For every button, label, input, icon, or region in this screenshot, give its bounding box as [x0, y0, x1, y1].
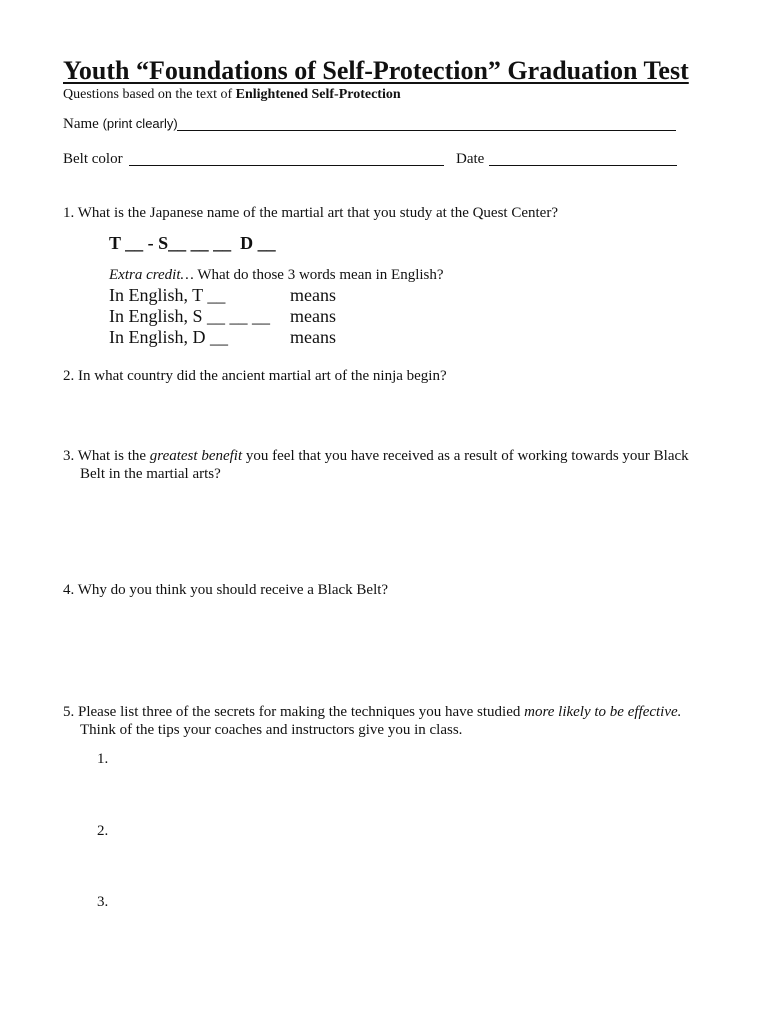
q3-pre: 3. What is the	[63, 448, 150, 464]
page-title: Youth “Foundations of Self-Protection” Graduation Test	[63, 56, 689, 85]
extra-credit-text: What do those 3 words mean in English?	[193, 267, 444, 283]
list-item-1[interactable]: 1.	[97, 751, 109, 767]
name-label: Name	[63, 116, 99, 132]
english-row-t-means: means	[290, 285, 336, 305]
question-4: 4. Why do you think you should receive a Black Belt?	[63, 582, 389, 598]
english-row-t[interactable]: In English, T __	[109, 285, 226, 305]
q3-post: you feel that you have received as a result of working towards your Black	[242, 448, 689, 464]
q5-pre: 5. Please list three of the secrets for making the techniques you have studied	[63, 704, 525, 720]
extra-credit-label: Extra credit…	[109, 267, 194, 283]
english-row-d-means: means	[290, 327, 336, 347]
q3-emphasis: greatest benefit	[149, 448, 243, 464]
answer-area-3[interactable]	[63, 490, 693, 575]
subtitle-prefix: Questions based on the text of	[63, 87, 236, 102]
question-2: 2. In what country did the ancient martial art of the ninja begin?	[63, 368, 447, 384]
name-hint: (print clearly)	[102, 116, 178, 131]
japanese-name-blanks[interactable]: T __ - S__ __ __ D __	[109, 233, 276, 253]
belt-color-input-line[interactable]	[129, 165, 444, 166]
date-label: Date	[456, 151, 485, 167]
list-item-3[interactable]: 3.	[97, 894, 109, 910]
page-subtitle	[63, 87, 401, 103]
book-title: Enlightened Self-Protection	[235, 87, 401, 102]
english-row-s-means: means	[290, 306, 336, 326]
belt-color-label: Belt color	[63, 151, 123, 167]
question-5	[63, 704, 681, 721]
q5-emphasis: more likely to be effective.	[524, 704, 682, 720]
question-5-line-2: Think of the tips your coaches and instructors give you in class.	[80, 722, 463, 738]
extra-credit-prompt	[109, 267, 444, 284]
question-3-line-2: Belt in the martial arts?	[80, 466, 221, 482]
english-row-s[interactable]: In English, S __ __ __	[109, 306, 271, 326]
list-item-2[interactable]: 2.	[97, 823, 109, 839]
question-1: 1. What is the Japanese name of the martial art that you study at the Quest Center?	[63, 205, 558, 221]
question-3	[63, 448, 689, 465]
name-label-group	[63, 116, 178, 133]
name-input-line[interactable]	[177, 130, 676, 131]
english-row-d[interactable]: In English, D __	[109, 327, 228, 347]
answer-area-2[interactable]	[63, 392, 693, 442]
date-input-line[interactable]	[489, 165, 677, 166]
answer-area-4[interactable]	[63, 606, 693, 696]
